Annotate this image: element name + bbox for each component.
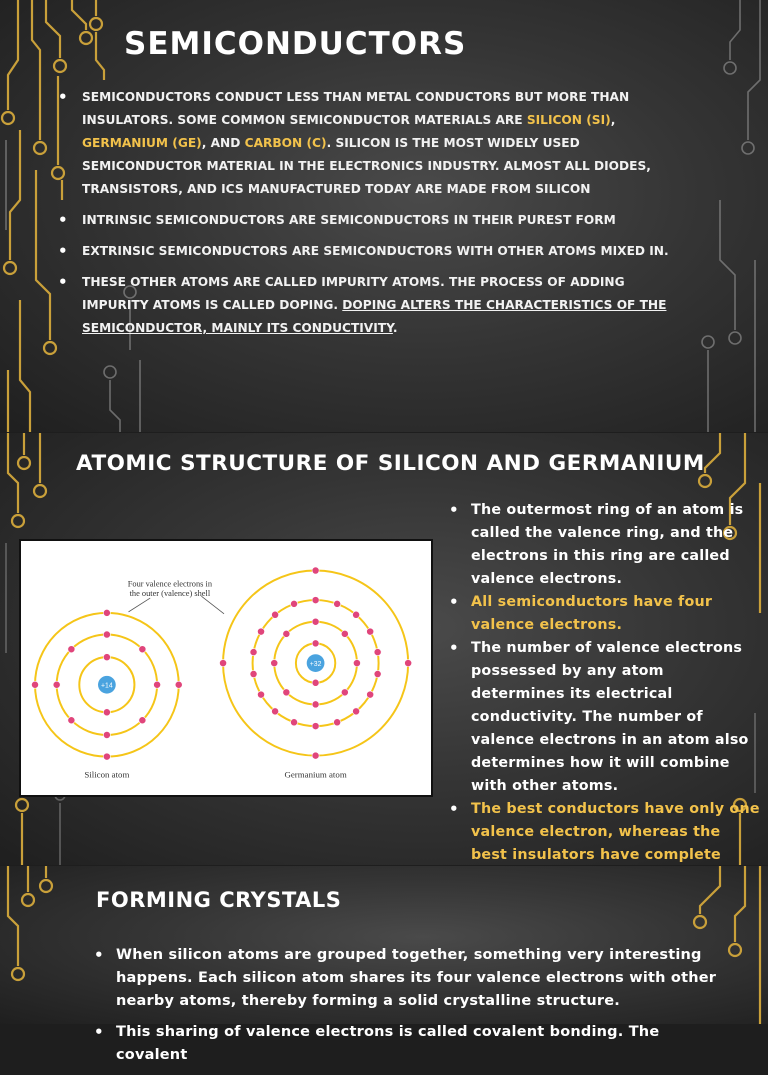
bullet-text: THESE OTHER ATOMS ARE CALLED IMPURITY ATOMS. THE PROCESS OF ADDING IMPURITY ATOMS IS CALLED DOPING.	[82, 275, 625, 312]
electron	[334, 600, 341, 607]
highlighted-term: GERMANIUM (GE)	[82, 136, 202, 150]
electron	[353, 660, 360, 667]
electron	[367, 628, 374, 635]
electron	[312, 618, 319, 625]
atom-diagram-figure	[19, 539, 433, 797]
bullet-item: • The number of valence electrons possessed by any atom determines its electrical conductivity. The number of valence electrons in an atom also determines how it will combine with other atoms.	[471, 637, 761, 798]
bullet-list	[116, 944, 726, 1075]
electron	[103, 731, 110, 738]
bullet-text: . SILICON IS THE MOST WIDELY USED SEMICONDUCTOR MATERIAL IN THE ELECTRONICS INDUSTRY. ALMOST ALL DIODES, TRANSISTORS, AND ICS MANUFACTURED TODAY ARE MADE FROM SILICON	[82, 136, 651, 196]
electron	[353, 611, 360, 618]
electron	[341, 630, 348, 637]
electron	[31, 681, 38, 688]
electron	[272, 611, 279, 618]
electron	[353, 708, 360, 715]
bullet-item	[82, 271, 682, 340]
bullet-item: • The best conductors have only one valence electron, whereas the best insulators have complete	[471, 798, 761, 890]
bullet-item: • All semiconductors have four valence electrons.	[471, 591, 761, 637]
electron	[103, 654, 110, 661]
silicon-atom-label: Silicon atom	[84, 769, 130, 780]
electron	[283, 689, 290, 696]
bullet-item	[82, 240, 682, 263]
bullet-item	[82, 86, 682, 201]
germanium-atom	[220, 567, 412, 759]
electron	[257, 691, 264, 698]
bullet-text: ,	[610, 113, 616, 127]
electron	[374, 649, 381, 656]
bullet-text: .	[392, 321, 398, 335]
electron	[139, 646, 146, 653]
electron	[405, 660, 412, 667]
highlighted-term: SILICON (SI)	[526, 113, 611, 127]
electron	[103, 609, 110, 616]
bullet-item: • The outermost ring of an atom is called the valence ring, and the electrons in this ring are called valence electrons.	[471, 499, 761, 591]
electron	[290, 600, 297, 607]
annotation-line-2: the outer (valence) shell	[129, 589, 211, 599]
slide-title: ATOMIC STRUCTURE OF SILICON AND GERMANIUM	[76, 451, 705, 476]
bullet-list	[82, 86, 682, 348]
bullet-list	[471, 499, 761, 890]
annotation-line-1: Four valence electrons in	[127, 579, 213, 589]
electron	[272, 708, 279, 715]
slide-forming-crystals	[0, 866, 768, 1063]
electron	[175, 681, 182, 688]
slide-atomic-structure	[0, 433, 768, 865]
electron	[312, 567, 319, 574]
bullet-item	[82, 209, 682, 232]
electron	[257, 628, 264, 635]
bullet-item: • This sharing of valence electrons is called covalent bonding. The covalent	[116, 1021, 726, 1067]
bullet-text: , AND	[201, 136, 245, 150]
electron	[341, 689, 348, 696]
bullet-text: SEMICONDUCTORS CONDUCT LESS THAN METAL CONDUCTORS BUT MORE THAN INSULATORS. SOME COMMON SEMICONDUCTOR MATERIALS ARE	[82, 90, 630, 127]
underlined-text: DOPING ALTERS THE CHARACTERISTICS OF THE SEMICONDUCTOR, MAINLY ITS CONDUCTIVITY	[82, 298, 667, 335]
atom-diagram	[21, 541, 431, 795]
electron	[312, 640, 319, 647]
electron	[271, 660, 278, 667]
electron	[53, 681, 60, 688]
electron	[68, 717, 75, 724]
electron	[103, 753, 110, 760]
electron	[103, 631, 110, 638]
nucleus-charge: +32	[309, 661, 322, 669]
bullet-item: • When silicon atoms are grouped together, something very interesting happens. Each silicon atom shares its four valence electrons with other nearby atoms, thereby forming a solid crystalline structure.	[116, 944, 726, 1013]
electron	[312, 723, 319, 730]
slide-title: FORMING CRYSTALS	[96, 888, 342, 912]
electron	[367, 691, 374, 698]
slide-semiconductors	[0, 0, 768, 432]
electron	[220, 660, 227, 667]
electron	[139, 717, 146, 724]
silicon-atom	[31, 609, 182, 760]
electron	[334, 719, 341, 726]
electron	[154, 681, 161, 688]
electron	[312, 597, 319, 604]
germanium-atom-label: Germanium atom	[284, 769, 347, 780]
electron	[312, 679, 319, 686]
bullet-text: INTRINSIC SEMICONDUCTORS ARE SEMICONDUCTORS IN THEIR PUREST FORM	[82, 213, 616, 227]
nucleus-charge: +14	[101, 682, 113, 690]
electron	[312, 752, 319, 759]
electron	[374, 670, 381, 677]
slide-title: SEMICONDUCTORS	[124, 26, 467, 62]
electron	[312, 701, 319, 708]
annotation-arrow-germanium	[201, 596, 224, 614]
annotation-arrow-silicon	[129, 598, 151, 612]
electron	[283, 630, 290, 637]
electron	[103, 709, 110, 716]
electron	[250, 649, 257, 656]
electron	[290, 719, 297, 726]
highlighted-term: CARBON (C)	[244, 136, 327, 150]
electron	[250, 670, 257, 677]
electron	[68, 646, 75, 653]
bullet-text: EXTRINSIC SEMICONDUCTORS ARE SEMICONDUCTORS WITH OTHER ATOMS MIXED IN.	[82, 244, 669, 258]
